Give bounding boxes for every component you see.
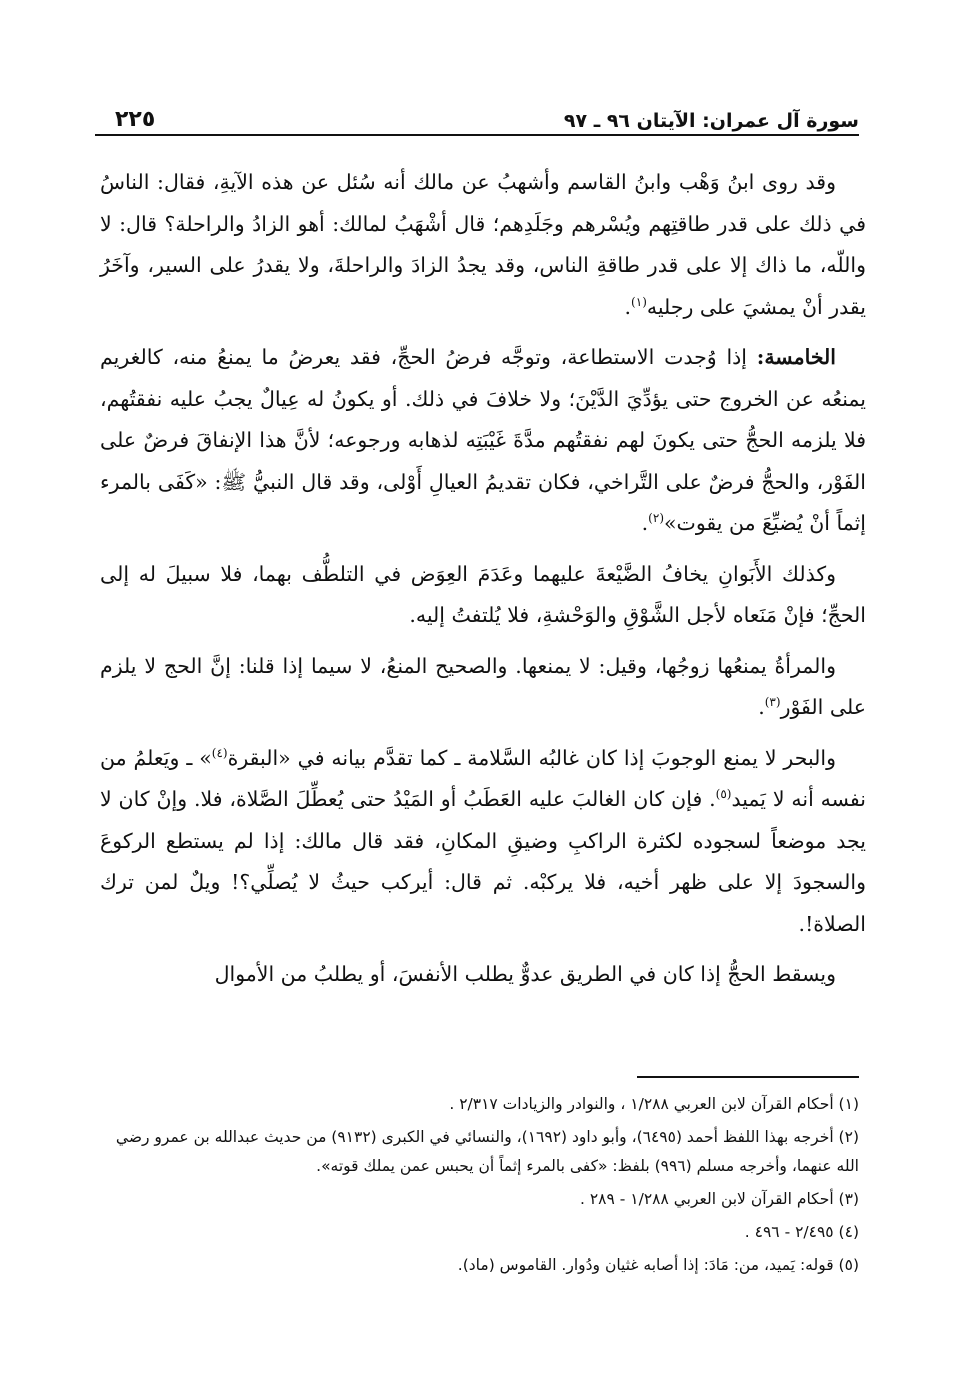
chapter-title: سورة آل عمران: الآيتان ٩٦ ـ ٩٧ xyxy=(563,110,859,132)
paragraph xyxy=(100,162,866,328)
footnote: (٥) قوله: يَميد، من: مَادَ: إذا أصابه غثيان ودُوار. القاموس (ماد). xyxy=(457,1256,859,1274)
footnote-ref[interactable]: (١) xyxy=(631,294,647,309)
footnote: (٤) ٢/٤٩٥ - ٤٩٦ . xyxy=(744,1223,859,1241)
footnote-ref[interactable]: (٤) xyxy=(211,745,228,760)
paragraph-text: والبحر لا يمنع الوجوبَ إذا كان غالبُه السَّلامة ـ كما تقدَّم بيانه في «البقرة xyxy=(227,745,836,770)
paragraph-text: والمرأةُ يمنعُها زوجُها، وقيل: لا يمنعها. والصحيح المنعُ، لا سيما إذا قلنا: إنَّ الحج لا يلزم على الفَوْر xyxy=(100,653,866,719)
paragraph xyxy=(100,646,866,729)
footnote-ref[interactable]: (٥) xyxy=(715,787,732,802)
main-text xyxy=(100,162,866,1005)
paragraph xyxy=(100,954,866,996)
paragraph-text: » ـ ويَعلمُ من نفسه أنه لا يَميد xyxy=(100,745,866,811)
footnote-divider xyxy=(637,1076,859,1078)
paragraph-text: إذا وُجدت الاستطاعة، وتوجَّه فرضُ الحجِّ، فقد يعرضُ ما يمنعُ منه، كالغريم يمنعُه عن الخروج حتى يؤدِّيَ الدَّيْنَ؛ ولا خلافَ في ذلك. أو يكونُ له عِيالٌ يجبُ عليه نفقتُهم، فلا يلزمه الحجُّ حتى يكونَ لهم نفقتُهم مدَّةَ غَيْبَتِه لذهابه ورجوعه؛ لأنَّ هذا الإنفاقَ فرضٌ على الفَوْر، والحجُّ فرضٌ على التَّراخي، فكان تقديمُ العيالِ أَوْلى، وقد قال النبيُّ ﷺ: «كَفَى بالمرء إثماً أنْ يُضيِّعَ من يقوت» xyxy=(100,345,866,535)
paragraph-text: . xyxy=(624,294,632,319)
paragraph xyxy=(100,337,866,545)
header-divider xyxy=(95,134,859,136)
paragraph-text: وكذلك الأَبَوانِ يخافُ الضَّيْعةَ عليهما وعَدَمَ العِوَض في التلطُّف بهما، فلا سبيلَ له إلى الحجِّ؛ فإنْ مَنَعاه لأجل الشَّوْقِ والوَحْشةِ، فلا يُلتفتُ إليه. xyxy=(100,561,866,627)
page-number: ٢٢٥ xyxy=(115,107,156,132)
footnotes xyxy=(95,1090,859,1284)
footnote-ref[interactable]: (٣) xyxy=(764,695,781,710)
section-keyword: الخامسة: xyxy=(756,345,836,369)
paragraph-text: ويسقط الحجُّ إذا كان في الطريق عدوٌّ يطلب الأنفسَ، أو يطلبُ من الأموال xyxy=(214,962,836,986)
paragraph xyxy=(100,554,866,637)
footnote-ref[interactable]: (٢) xyxy=(648,511,664,526)
paragraph xyxy=(100,738,866,946)
footnote: (١) أحكام القرآن لابن العربي ١/٢٨٨ ، والنوادر والزيادات ٢/٣١٧ . xyxy=(449,1095,859,1113)
paragraph-text: . xyxy=(641,511,649,535)
footnote: (٣) أحكام القرآن لابن العربي ١/٢٨٨ - ٢٨٩ . xyxy=(579,1190,859,1208)
running-header xyxy=(115,92,859,132)
paragraph-text: . xyxy=(758,695,765,719)
paragraph-text: . فإن كان الغالبَ عليه العَطَبُ أو المَيْدُ حتى يُعطِّلَ الصَّلاة، فلا. وإنْ كان لا يجد موضعاً لسجوده لكثرة الراكبِ وضيقِ المكانِ، فقد قال مالك: إذا لم يستطع الركوعَ والسجودَ إلا على ظهر أخيه، فلا يركبْه. ثم قال: أيركب حيثُ لا يُصلِّي؟! ويلٌ لمن ترك الصلاة!. xyxy=(100,787,866,936)
footnote: (٢) أخرجه بهذا اللفظ أحمد (٦٤٩٥)، وأبو داود (١٦٩٢)، والنسائي في الكبرى (٩١٣٢) من حديث عبدالله بن عمرو رضي الله عنهما، وأخرجه مسلم (٩٩٦) بلفظ: «كفى بالمرء إثماً أن يحبس عمن يملك قوته». xyxy=(115,1128,859,1175)
paragraph-text: وقد روى ابنُ وَهْب وابنُ القاسم وأشهبُ عن مالك أنه سُئل عن هذه الآيةِ، فقال: الناسُ في ذلك على قدر طاقتِهم ويُسْرهم وجَلَدِهم؛ قال أشْهَبُ لمالك: أهو الزادُ والراحلة؟ قال: لا واللّه، ما ذاك إلا على قدر طاقةِ الناس، وقد يجدُ الزادَ والراحلةَ، ولا يقدرُ على السير، وآخَرُ يقدر أنْ يمشيَ على رجليه xyxy=(100,170,866,319)
